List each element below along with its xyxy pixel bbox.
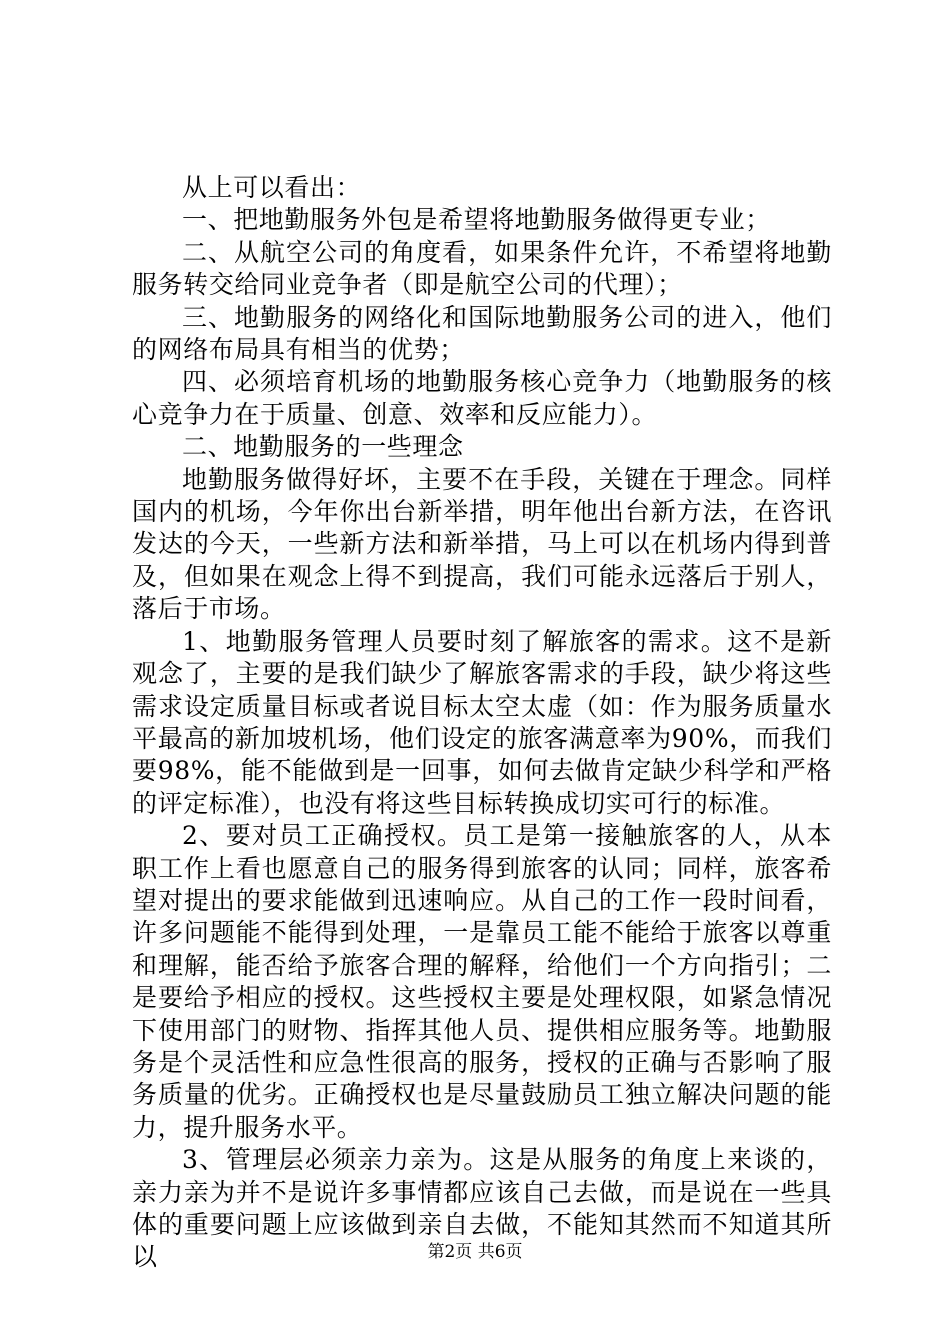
paragraph-point-3: 三、地勤服务的网络化和国际地勤服务公司的进入，他们的网络布局具有相当的优势； xyxy=(132,302,832,365)
paragraph-point-2: 二、从航空公司的角度看，如果条件允许，不希望将地勤服务转交给同业竞争者（即是航空公司的代理）； xyxy=(132,237,832,300)
section-heading: 二、地勤服务的一些理念 xyxy=(182,432,464,462)
paragraph-concept-3: 3、管理层必须亲力亲为。这是从服务的角度上来谈的，亲力亲为并不是说许多事情都应该自己去做，而是说在一些具体的重要问题上应该做到亲自去做，不能知其然而不知道其所以 xyxy=(132,1145,832,1272)
document-body xyxy=(132,172,832,1274)
paragraph-point-1: 一、把地勤服务外包是希望将地勤服务做得更专业； xyxy=(182,205,771,235)
paragraph-point-4: 四、必须培育机场的地勤服务核心竞争力（地勤服务的核心竞争力在于质量、创意、效率和反应能力）。 xyxy=(132,367,832,429)
page-footer: 第2页 共6页 xyxy=(427,1242,523,1262)
paragraph-intro: 从上可以看出： xyxy=(182,173,362,202)
paragraph-concept-intro: 地勤服务做得好坏，主要不在手段，关键在于理念。同样国内的机场，今年你出台新举措，明年他出台新方法，在咨讯发达的今天，一些新方法和新举措，马上可以在机场内得到普及，但如果在观念上得不到提高，我们可能永远落后于别人，落后于市场。 xyxy=(132,464,832,624)
paragraph-concept-2: 2、要对员工正确授权。员工是第一接触旅客的人，从本职工作上看也愿意自己的服务得到旅客的认同；同样，旅客希望对提出的要求能做到迅速响应。从自己的工作一段时间看，许多问题能不能得到处理，一是靠员工能不能给于旅客以尊重和理解，能否给予旅客合理的解释，给他们一个方向指引；二是要给予相应的授权。这些授权主要是处理权限，如紧急情况下使用部门的财物、指挥其他人员、提供相应服务等。地勤服务是个灵活性和应急性很高的服务，授权的正确与否影响了服务质量的优劣。正确授权也是尽量鼓励员工独立解决问题的能力，提升服务水平。 xyxy=(132,821,832,1142)
paragraph-concept-1: 1、地勤服务管理人员要时刻了解旅客的需求。这不是新观念了，主要的是我们缺少了解旅客需求的手段，缺少将这些需求设定质量目标或者说目标太空太虚（如：作为服务质量水平最高的新加坡机场，他们设定的旅客满意率为90%，而我们要98%，能不能做到是一回事，如何去做肯定缺少科学和严格的评定标准），也没有将这些目标转换成切实可行的标准。 xyxy=(132,626,832,818)
